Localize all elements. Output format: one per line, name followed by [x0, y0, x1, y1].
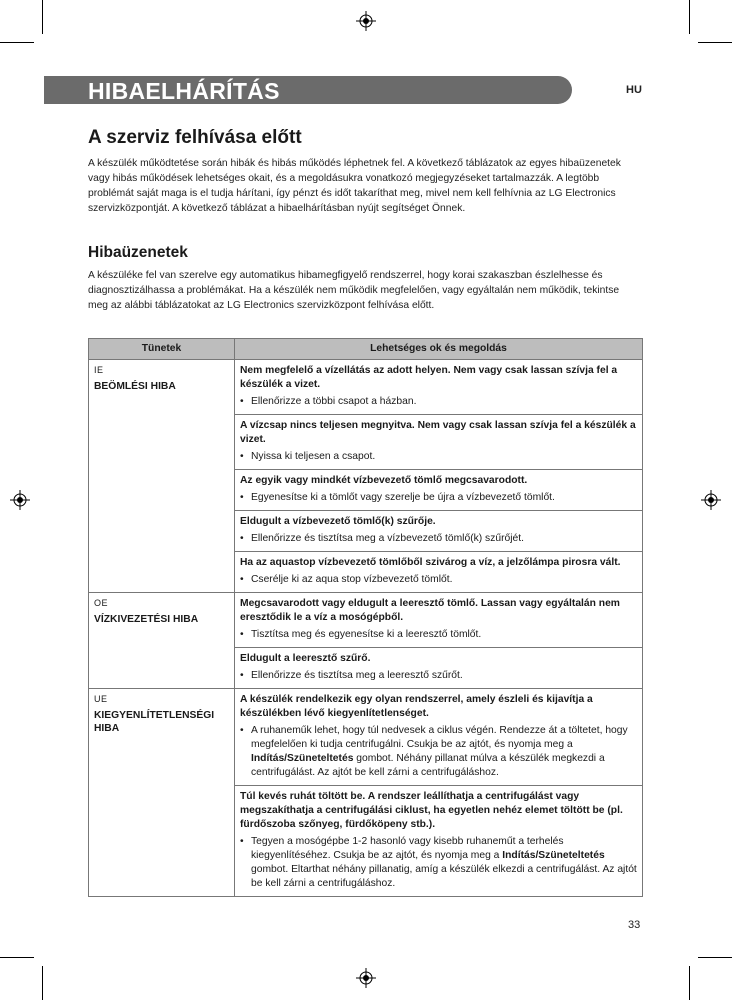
cause-text: A készülék rendelkezik egy olyan rendszerrel, amely észleli és kijavítja a készülékben lévő kiegyenlítetlenséget. [240, 694, 593, 719]
solution-text: gombot. Néhány pillanat múlva a készülék megkezdi a centrifugálást. Az ajtót be kell zárni a centrifugáláshoz. [251, 753, 605, 778]
cause-text: Az egyik vagy mindkét vízbevezető tömlő megcsavarodott. [240, 475, 528, 486]
registration-mark-icon [356, 968, 376, 988]
symptom-cell [89, 360, 235, 593]
solution-text: A ruhaneműk lehet, hogy túl nedvesek a ciklus végén. Rendezze át a töltetet, hogy megfelelően ki tudja centrifugálni. Csukja be az ajtót, és nyomja meg a [251, 725, 628, 750]
crop-mark [698, 957, 732, 958]
registration-mark-icon [10, 490, 30, 510]
crop-mark [42, 0, 43, 34]
solution-bullet: • Ellenőrizze és tisztítsa meg a vízbevezető tömlő(k) szűrőjét. [240, 532, 638, 546]
button-name-text: Indítás/Szüneteltetés [502, 850, 605, 861]
column-header-solutions: Lehetséges ok és megoldás [235, 339, 643, 360]
solution-bullet: • Nyissa ki teljesen a csapot. [240, 450, 638, 464]
error-name: KIEGYENLÍTETLENSÉGI HIBA [94, 710, 215, 734]
section-intro: A készülék működtetése során hibák és hibás működés léphetnek fel. A következő táblázatok az egyes hibaüzenetek vagy hibás működések lehetséges okait, és a megoldásukra vonatkozó megjegyzéseket tartalmazzák. A legtöbb problémát saját maga is el tudja hárítani, így pénzt és időt takaríthat meg, mivel nem kell felhívnia az LG Electronics szervizközpontját. A következő táblázat a hibaelhárításban nyújt segítséget Önnek. [88, 158, 621, 214]
registration-mark-icon [356, 11, 376, 31]
crop-mark [689, 0, 690, 34]
language-code: HU [626, 84, 642, 96]
troubleshooting-table [88, 338, 643, 897]
solution-bullet: • Tisztítsa meg és egyenesítse ki a leeresztő tömlőt. [240, 628, 638, 642]
solution-bullet [240, 835, 638, 891]
table-row [89, 689, 643, 786]
cause-text: Megcsavarodott vagy eldugult a leeresztő tömlő. Lassan vagy egyáltalán nem eresztődik le a víz a mosógépből. [240, 598, 620, 623]
page-number: 33 [628, 919, 641, 931]
crop-mark [689, 966, 690, 1000]
error-name: VÍZKIVEZETÉSI HIBA [94, 614, 199, 625]
solution-bullet: • Cserélje ki az aqua stop vízbevezető tömlőt. [240, 573, 638, 587]
crop-mark [0, 957, 34, 958]
table-row [89, 360, 643, 415]
solution-cell [235, 593, 643, 648]
error-name: BEÖMLÉSI HIBA [94, 381, 176, 392]
error-code: OE [94, 598, 109, 608]
solution-cell [235, 786, 643, 897]
cause-text: Eldugult a vízbevezető tömlő(k) szűrője. [240, 516, 436, 527]
symptom-cell [89, 593, 235, 689]
button-name-text: Indítás/Szüneteltetés [251, 753, 354, 764]
solution-bullet [240, 724, 638, 780]
solution-bullet: • Ellenőrizze a többi csapot a házban. [240, 395, 638, 409]
solution-cell [235, 470, 643, 511]
solution-cell [235, 511, 643, 552]
solution-cell [235, 648, 643, 689]
symptom-cell [89, 689, 235, 897]
cause-text: Eldugult a leeresztő szűrő. [240, 653, 371, 664]
subsection-intro: A készüléke fel van szerelve egy automatikus hibamegfigyelő rendszerrel, hogy korai szakaszban észlelhesse és diagnosztizálhassa a problémákat. Ha a készülék nem működik megfelelően, vagy egyáltalán nem működik, tekintse meg az alábbi táblázatokat az LG Electronics szervizközpont felhívása előtt. [88, 270, 620, 311]
subsection-title: Hibaüzenetek [88, 244, 188, 261]
cause-text: Nem megfelelő a vízellátás az adott helyen. Nem vagy csak lassan szívja fel a készülék a vizet. [240, 365, 618, 390]
registration-mark-icon [701, 490, 721, 510]
section-title: A szerviz felhívása előtt [88, 127, 302, 148]
solution-text: gombot. Eltarthat néhány pillanatig, amíg a készülék elkezdi a centrifugálást. Az ajtót be kell zárni a centrifugáláshoz. [251, 864, 637, 889]
column-header-symptoms: Tünetek [89, 339, 235, 360]
crop-mark [0, 42, 34, 43]
solution-bullet: • Ellenőrizze és tisztítsa meg a leeresztő szűrőt. [240, 669, 638, 683]
cause-text: A vízcsap nincs teljesen megnyitva. Nem vagy csak lassan szívja fel a készülék a vizet. [240, 420, 636, 445]
cause-text: Ha az aquastop vízbevezető tömlőből szivárog a víz, a jelzőlámpa pirosra vált. [240, 557, 621, 568]
crop-mark [42, 966, 43, 1000]
solution-text: Tegyen a mosógépbe 1-2 hasonló vagy kisebb ruhaneműt a terhelés kiegyenlítéséhez. Csukja be az ajtót, és nyomja meg a [251, 836, 564, 861]
solution-cell [235, 552, 643, 593]
table-row [89, 593, 643, 648]
solution-cell [235, 415, 643, 470]
error-code: IE [94, 365, 104, 375]
solution-cell [235, 360, 643, 415]
page-title: HIBAELHÁRÍTÁS [88, 78, 280, 104]
solution-cell [235, 689, 643, 786]
solution-bullet: • Egyenesítse ki a tömlőt vagy szerelje be újra a vízbevezető tömlőt. [240, 491, 638, 505]
crop-mark [698, 42, 732, 43]
cause-text: Túl kevés ruhát töltött be. A rendszer leállíthatja a centrifugálást vagy megszakíthatja a centrifugálási ciklust, ha egyetlen nehéz elemet töltött be (pl. fürdőszoba szőnyeg, fürdőköpeny stb.). [240, 791, 623, 830]
error-code: UE [94, 694, 108, 704]
table-header-row [89, 339, 643, 360]
